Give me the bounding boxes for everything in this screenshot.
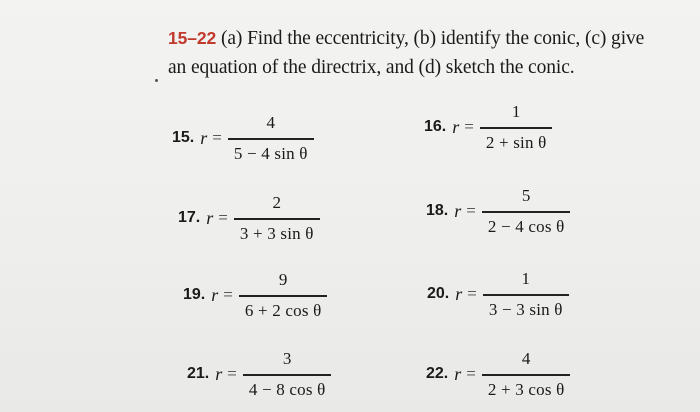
numerator: 5 (521, 186, 531, 205)
equals-sign: = (466, 201, 476, 221)
fraction (480, 101, 553, 154)
variable-r: r (211, 284, 219, 305)
variable-r: r (200, 127, 208, 148)
denominator: 2 + 3 cos θ (487, 379, 565, 399)
exercise-range: 15–22 (168, 28, 217, 48)
equals-sign: = (466, 364, 476, 384)
problem-number: 17. (178, 209, 201, 227)
equals-sign: = (223, 285, 233, 305)
denominator: 3 − 3 sin θ (488, 299, 563, 319)
problem-19 (183, 269, 327, 322)
variable-r: r (452, 116, 460, 137)
fraction (234, 192, 320, 245)
denominator: 2 + sin θ (485, 132, 547, 152)
equals-sign: = (227, 364, 237, 384)
problem-15 (172, 112, 314, 165)
fraction (228, 112, 314, 165)
problem-number: 20. (427, 285, 450, 303)
problem-number: 22. (426, 365, 449, 383)
numerator: 2 (272, 193, 281, 212)
fraction (482, 348, 571, 401)
problem-20 (427, 268, 569, 321)
problem-number: 15. (172, 129, 195, 147)
equals-sign: = (464, 117, 474, 137)
problem-17 (178, 192, 320, 245)
problem-number: 21. (187, 365, 210, 383)
variable-r: r (206, 207, 214, 228)
denominator: 2 − 4 cos θ (487, 216, 565, 236)
variable-r: r (215, 363, 223, 384)
denominator: 4 − 8 cos θ (248, 379, 326, 399)
instructions-line-2: an equation of the directrix, and (d) sketch the conic. (168, 57, 575, 78)
variable-r: r (455, 283, 463, 304)
numerator: 4 (521, 349, 531, 368)
problem-16 (424, 101, 552, 154)
numerator: 1 (521, 269, 530, 288)
variable-r: r (454, 200, 462, 221)
fraction (483, 268, 569, 321)
problem-18 (426, 185, 570, 238)
exercise-instructions (168, 24, 668, 82)
numerator: 9 (278, 270, 288, 289)
equals-sign: = (467, 284, 477, 304)
numerator: 1 (511, 102, 521, 121)
fraction (239, 269, 328, 322)
denominator: 6 + 2 cos θ (244, 300, 322, 320)
denominator: 3 + 3 sin θ (239, 223, 314, 243)
margin-mark (155, 79, 158, 82)
fraction (482, 185, 571, 238)
problem-number: 18. (426, 202, 449, 220)
problem-number: 19. (183, 286, 206, 304)
equals-sign: = (218, 208, 228, 228)
numerator: 4 (266, 113, 275, 132)
problem-21 (187, 348, 331, 401)
variable-r: r (454, 363, 462, 384)
problem-22 (426, 348, 570, 401)
equals-sign: = (212, 128, 222, 148)
instructions-line-1: (a) Find the eccentricity, (b) identify the conic, (c) give (216, 28, 645, 49)
denominator: 5 − 4 sin θ (233, 143, 308, 163)
problem-number: 16. (424, 118, 447, 136)
numerator: 3 (282, 349, 292, 368)
fraction (243, 348, 332, 401)
